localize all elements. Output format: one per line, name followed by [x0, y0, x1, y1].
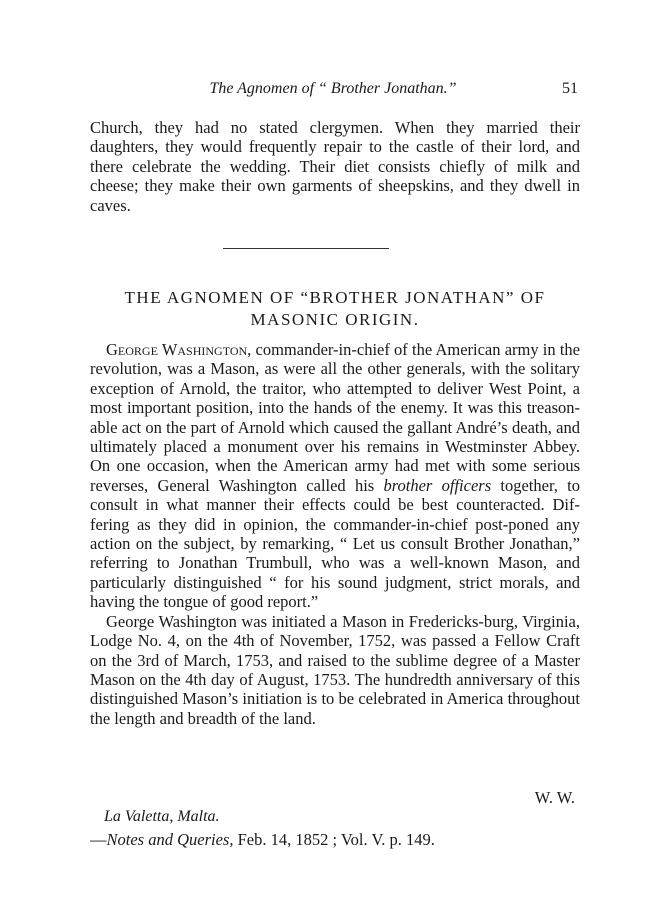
- citation-dash: —: [90, 830, 107, 849]
- citation-source: Notes and Queries,: [106, 830, 234, 849]
- continued-paragraph-block: [90, 118, 580, 215]
- page-number: 51: [562, 80, 578, 97]
- section-divider: [223, 248, 389, 249]
- source-citation: [90, 830, 435, 850]
- article-paragraph-1: [90, 340, 580, 612]
- running-head-title: The Agnomen of “ Brother Jonathan.”: [209, 80, 457, 97]
- emphasis-text: brother officers: [383, 475, 492, 495]
- article-paragraph-2: George Washington was initiated a Mason in Fredericks-burg, Virginia, Lodge No. 4, on the 4th of November, 1752, was passed a Fellow Craft on the 3rd of March, 1753, and raised to the sublime degree of a Master Mason on the 4th day of August, 1753. The hundredth anniversary of this distinguished Mason’s initiation is to be celebrated in America throughout the length and breadth of the land.: [90, 611, 580, 728]
- paragraph-1-text-b: together, to consult in what manner their effects could be best counteracted. Dif-fering as they did in opinion, the commander-in-chief post-poned any action on the subject, by remarking, “ Let us consult Brother Jonathan,” referring to Jonathan Trumbull, who was a well-known Mason, and particularly distinguished “ for his sound judgment, strict morals, and having the tongue of good report.”: [90, 475, 581, 612]
- citation-details: Feb. 14, 1852 ; Vol. V. p. 149.: [233, 830, 435, 849]
- article-heading-line2: MASONIC ORIGIN.: [250, 310, 420, 329]
- author-signature: W. W.: [534, 788, 575, 807]
- paragraph-1-text-a: commander-in-chief of the American army in the revolution, was a Mason, as were all the other generals, with the solitary exception of Arnold, the traitor, who attempted to deliver West Point, a most important position, into the hands of the enemy. It was this treason-able act on the part of Arnold which caused the gallant André’s death, and ultimately placed a monument over his remains in Westminster Abbey. On one occasion, when the American army had met with some serious reverses, General Washington called his: [90, 340, 580, 495]
- article-heading-line1: THE AGNOMEN OF “BROTHER JONATHAN” OF: [124, 288, 546, 307]
- continued-paragraph: Church, they had no stated clergymen. When they married their daughters, they would frequently repair to the castle of their lord, and there celebrate the wedding. Their diet consists chiefly of milk and cheese; they make their own garments of sheepskins, and they dwell in caves.: [90, 118, 580, 215]
- subject-name: George Washington,: [106, 340, 252, 359]
- author-location: La Valetta, Malta.: [104, 808, 220, 825]
- running-head: [88, 80, 578, 104]
- article-body: [90, 340, 580, 728]
- article-heading: [100, 287, 570, 331]
